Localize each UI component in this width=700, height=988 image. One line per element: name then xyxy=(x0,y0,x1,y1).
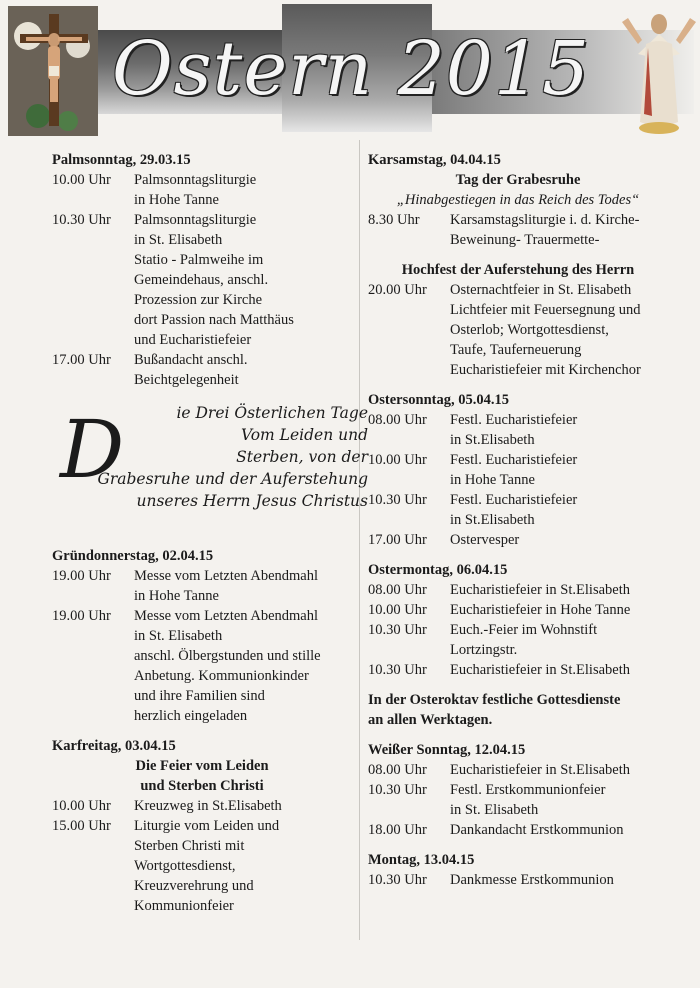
section-subtitle: und Sterben Christi xyxy=(140,778,264,794)
risen-christ-icon xyxy=(618,4,700,136)
schedule-entry xyxy=(368,450,668,490)
entry-line: herzlich eingeladen xyxy=(134,708,248,724)
section-subtitle: Die Feier vom Leiden xyxy=(135,758,269,774)
entry-description xyxy=(134,210,352,350)
schedule-entry xyxy=(52,606,352,726)
schedule-section xyxy=(368,260,668,380)
entry-line: Osterlob; Wortgottesdienst, xyxy=(450,322,609,338)
entry-line: Eucharistiefeier mit Kirchenchor xyxy=(450,362,641,378)
entry-line: Bußandacht anschl. xyxy=(134,352,248,368)
entry-description xyxy=(450,760,668,780)
entry-line: in St. Elisabeth xyxy=(450,802,539,818)
schedule-section xyxy=(368,690,668,730)
entry-line: anschl. Ölbergstunden und stille xyxy=(134,648,321,664)
entry-line: in St.Elisabeth xyxy=(450,512,535,528)
entry-line: Eucharistiefeier in Hohe Tanne xyxy=(450,602,631,618)
entry-description xyxy=(450,490,668,530)
triduum-line: Vom Leiden und xyxy=(240,426,368,444)
day-heading: Montag, 13.04.15 xyxy=(368,852,475,868)
entry-time: 10.30 Uhr xyxy=(368,622,427,638)
schedule-entry xyxy=(368,210,668,250)
entry-time: 17.00 Uhr xyxy=(52,352,111,368)
entry-line: und ihre Familien sind xyxy=(134,688,265,704)
entry-time: 10.30 Uhr xyxy=(368,782,427,798)
entry-line: Anbetung. Kommunionkinder xyxy=(134,668,309,684)
triduum-line: ie Drei Österlichen Tage xyxy=(176,404,368,422)
entry-description xyxy=(450,210,668,250)
day-heading: Weißer Sonntag, 12.04.15 xyxy=(368,742,526,758)
entry-line: und Eucharistiefeier xyxy=(134,332,252,348)
entry-line: in St. Elisabeth xyxy=(134,232,223,248)
entry-line: Festl. Erstkommunionfeier xyxy=(450,782,606,798)
entry-time: 17.00 Uhr xyxy=(368,532,427,548)
entry-line: Beweinung- Trauermette- xyxy=(450,232,600,248)
entry-time: 08.00 Uhr xyxy=(368,762,427,778)
entry-description xyxy=(450,410,668,450)
entry-description xyxy=(450,870,668,890)
entry-line: Eucharistiefeier in St.Elisabeth xyxy=(450,582,630,598)
day-heading: Ostermontag, 06.04.15 xyxy=(368,562,508,578)
entry-line: Dankandacht Erstkommunion xyxy=(450,822,624,838)
entry-description xyxy=(450,530,668,550)
day-heading: Karfreitag, 03.04.15 xyxy=(52,738,176,754)
schedule-entry xyxy=(368,280,668,380)
header-banner xyxy=(0,0,700,140)
entry-line: Sterben Christi mit xyxy=(134,838,245,854)
entry-line: Messe vom Letzten Abendmahl xyxy=(134,608,319,624)
schedule-section xyxy=(368,740,668,840)
schedule-section xyxy=(52,546,352,726)
entry-line: Statio - Palmweihe im xyxy=(134,252,264,268)
schedule-section xyxy=(368,150,668,250)
entry-description xyxy=(450,660,668,680)
left-column xyxy=(52,150,368,926)
entry-line: Festl. Eucharistiefeier xyxy=(450,412,578,428)
schedule-entry xyxy=(368,600,668,620)
day-heading: Palmsonntag, 29.03.15 xyxy=(52,152,191,168)
entry-line: in Hohe Tanne xyxy=(134,192,219,208)
entry-description xyxy=(134,170,352,210)
entry-line: Kommunionfeier xyxy=(134,898,234,914)
entry-time: 10.00 Uhr xyxy=(368,602,427,618)
schedule-entry xyxy=(368,490,668,530)
entry-line: in St. Elisabeth xyxy=(134,628,223,644)
octave-note: an allen Werktagen. xyxy=(368,712,493,728)
schedule-entry xyxy=(368,580,668,600)
entry-line: in Hohe Tanne xyxy=(450,472,535,488)
entry-line: Kreuzweg in St.Elisabeth xyxy=(134,798,282,814)
entry-description xyxy=(134,606,352,726)
schedule-entry xyxy=(52,566,352,606)
crucifix-icon xyxy=(8,6,98,136)
entry-line: Lortzingstr. xyxy=(450,642,518,658)
section-subtitle: Tag der Grabesruhe xyxy=(455,172,581,188)
entry-time: 19.00 Uhr xyxy=(52,568,111,584)
entry-line: Messe vom Letzten Abendmahl xyxy=(134,568,319,584)
triduum-initial: D xyxy=(60,403,125,496)
page-title: Ostern 2015 xyxy=(112,26,591,112)
entry-description xyxy=(450,600,668,620)
schedule-entry xyxy=(368,410,668,450)
schedule-entry xyxy=(52,350,352,390)
entry-time: 19.00 Uhr xyxy=(52,608,111,624)
entry-description xyxy=(450,280,668,380)
entry-description xyxy=(450,620,668,660)
entry-description xyxy=(450,580,668,600)
triduum-text xyxy=(72,402,368,512)
triduum-block xyxy=(52,402,368,532)
entry-line: Eucharistiefeier in St.Elisabeth xyxy=(450,662,630,678)
schedule-section xyxy=(52,736,352,916)
schedule-section xyxy=(368,560,668,680)
section-quote: „Hinabgestiegen in das Reich des Todes“ xyxy=(396,192,640,208)
entry-line: dort Passion nach Matthäus xyxy=(134,312,294,328)
schedule-entry xyxy=(52,170,352,210)
entry-time: 08.00 Uhr xyxy=(368,412,427,428)
entry-time: 18.00 Uhr xyxy=(368,822,427,838)
entry-description xyxy=(450,820,668,840)
schedule-entry xyxy=(52,796,352,816)
schedule-section xyxy=(368,850,668,890)
entry-time: 8.30 Uhr xyxy=(368,212,420,228)
schedule-entry xyxy=(52,210,352,350)
schedule-entry xyxy=(368,530,668,550)
entry-description xyxy=(134,816,352,916)
entry-time: 10.00 Uhr xyxy=(52,172,111,188)
entry-time: 10.00 Uhr xyxy=(368,452,427,468)
entry-line: Kreuzverehrung und xyxy=(134,878,254,894)
entry-time: 08.00 Uhr xyxy=(368,582,427,598)
entry-line: Lichtfeier mit Feuersegnung und xyxy=(450,302,641,318)
entry-description xyxy=(134,796,352,816)
entry-line: Osternachtfeier in St. Elisabeth xyxy=(450,282,632,298)
entry-description xyxy=(134,350,352,390)
entry-line: Dankmesse Erstkommunion xyxy=(450,872,614,888)
entry-line: Taufe, Tauferneuerung xyxy=(450,342,582,358)
entry-time: 10.30 Uhr xyxy=(368,662,427,678)
schedule-entry xyxy=(368,820,668,840)
schedule-entry xyxy=(368,660,668,680)
triduum-line: Grabesruhe und der Auferstehung xyxy=(97,470,368,488)
entry-line: Palmsonntagsliturgie xyxy=(134,212,257,228)
entry-line: Prozession zur Kirche xyxy=(134,292,263,308)
day-heading: Ostersonntag, 05.04.15 xyxy=(368,392,509,408)
triduum-line: Sterben, von der xyxy=(236,448,368,466)
entry-line: Festl. Eucharistiefeier xyxy=(450,452,578,468)
entry-line: in Hohe Tanne xyxy=(134,588,219,604)
entry-time: 20.00 Uhr xyxy=(368,282,427,298)
entry-line: Gemeindehaus, anschl. xyxy=(134,272,269,288)
schedule-entry xyxy=(368,870,668,890)
entry-time: 10.30 Uhr xyxy=(52,212,111,228)
day-heading: Gründonnerstag, 02.04.15 xyxy=(52,548,214,564)
entry-time: 15.00 Uhr xyxy=(52,818,111,834)
schedule-entry xyxy=(52,816,352,916)
entry-line: Palmsonntagsliturgie xyxy=(134,172,257,188)
entry-line: Beichtgelegenheit xyxy=(134,372,239,388)
right-column xyxy=(368,150,668,900)
entry-line: Euch.-Feier im Wohnstift xyxy=(450,622,598,638)
entry-line: Eucharistiefeier in St.Elisabeth xyxy=(450,762,630,778)
day-heading: Karsamstag, 04.04.15 xyxy=(368,152,501,168)
schedule-section xyxy=(52,150,352,390)
entry-line: Wortgottesdienst, xyxy=(134,858,236,874)
schedule-entry xyxy=(368,780,668,820)
schedule-entry xyxy=(368,620,668,660)
triduum-line: unseres Herrn Jesus Christus xyxy=(136,492,368,510)
entry-time: 10.30 Uhr xyxy=(368,492,427,508)
column-divider xyxy=(359,140,360,940)
schedule-section xyxy=(368,390,668,550)
entry-line: in St.Elisabeth xyxy=(450,432,535,448)
octave-note: In der Osteroktav festliche Gottesdienste xyxy=(368,692,621,708)
entry-time: 10.00 Uhr xyxy=(52,798,111,814)
schedule-entry xyxy=(368,760,668,780)
section-subtitle: Hochfest der Auferstehung des Herrn xyxy=(401,262,635,278)
entry-line: Liturgie vom Leiden und xyxy=(134,818,280,834)
entry-description xyxy=(450,780,668,820)
entry-description xyxy=(134,566,352,606)
entry-line: Festl. Eucharistiefeier xyxy=(450,492,578,508)
entry-time: 10.30 Uhr xyxy=(368,872,427,888)
entry-line: Karsamstagsliturgie i. d. Kirche- xyxy=(450,212,640,228)
entry-description xyxy=(450,450,668,490)
entry-line: Ostervesper xyxy=(450,532,520,548)
